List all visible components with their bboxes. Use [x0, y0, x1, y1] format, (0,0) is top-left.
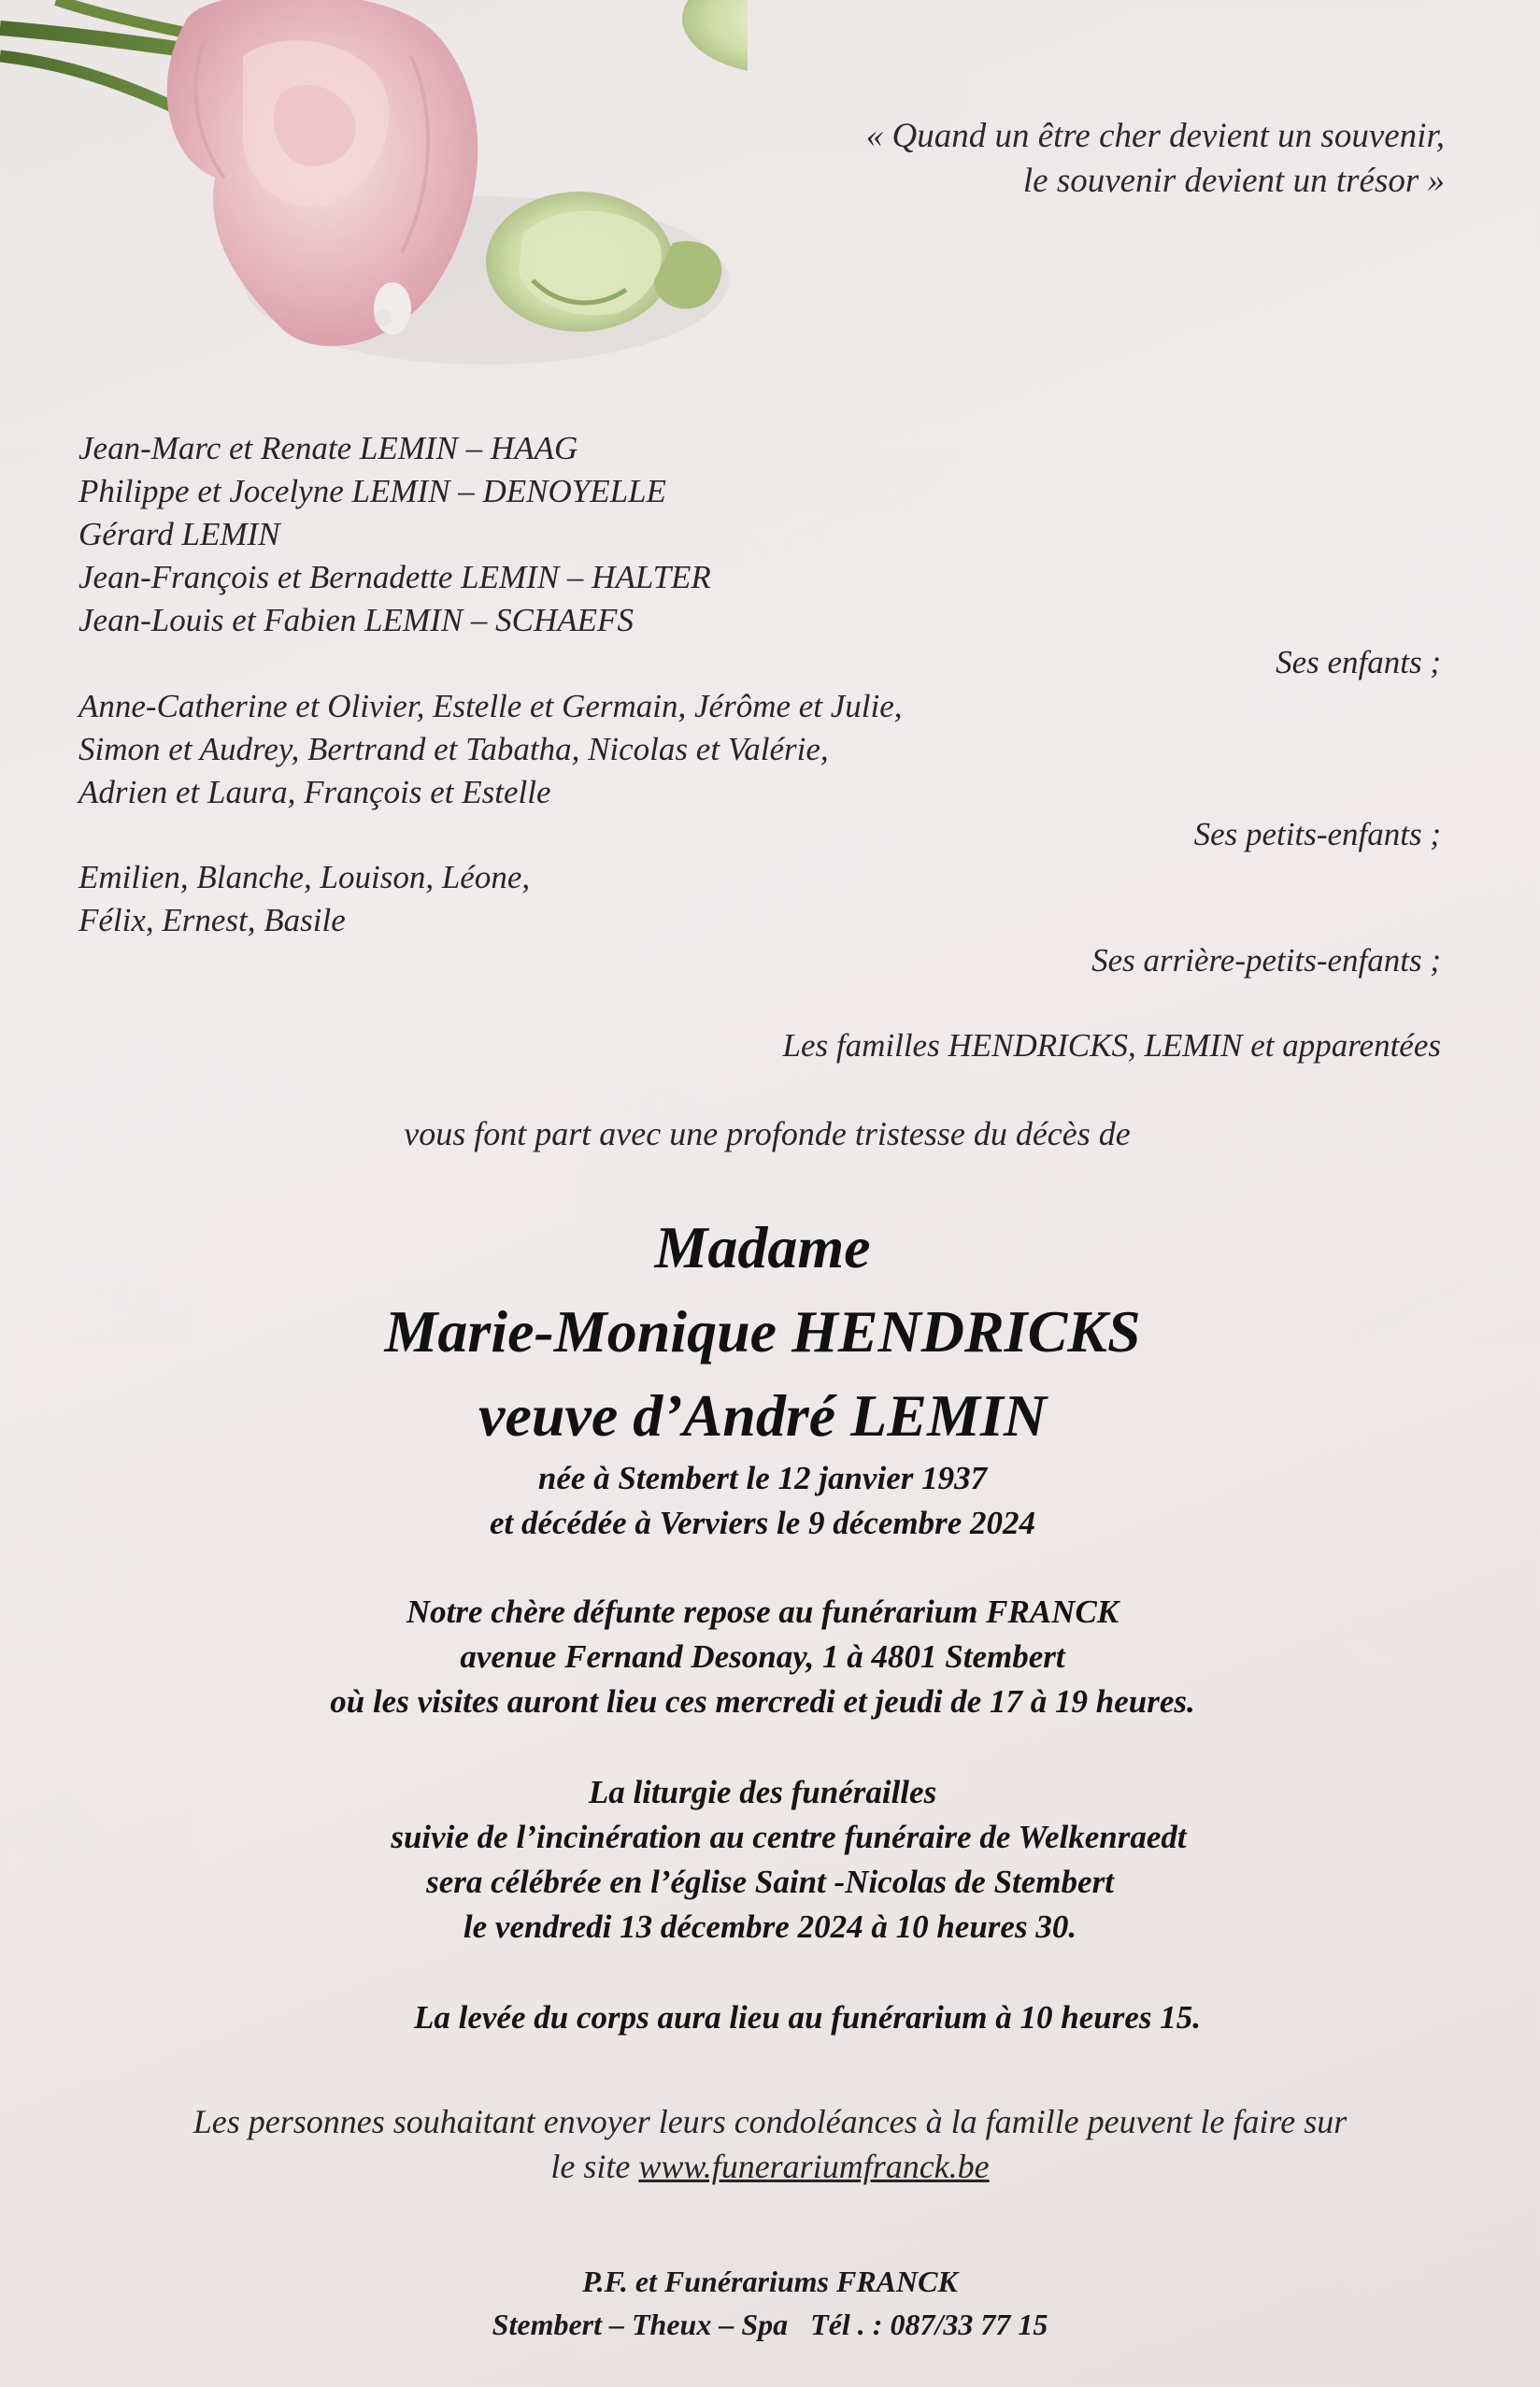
child-name: Philippe et Jocelyne LEMIN – DENOYELLE: [78, 473, 666, 509]
deceased-title: Madame: [654, 1214, 871, 1280]
quote-line-2: le souvenir devient un trésor »: [1022, 162, 1445, 200]
quote-line-1: « Quand un être cher devient un souvenir,: [865, 117, 1445, 155]
footer-company: P.F. et Funérariums FRANCK: [582, 2265, 958, 2298]
funeral-home-website-link[interactable]: www.funerariumfranck.be: [638, 2148, 990, 2185]
death-date-line: et décédée à Verviers le 9 décembre 2024: [489, 1505, 1036, 1541]
visitation-line: Notre chère défunte repose au funérarium FRANCK: [406, 1594, 1119, 1630]
grandchildren-line: Simon et Audrey, Bertrand et Tabatha, Nicolas et Valérie,: [78, 731, 829, 767]
deceased-widow-of: veuve d’André LEMIN: [478, 1382, 1047, 1449]
liturgy-line: le vendredi 13 décembre 2024 à 10 heures 30.: [463, 1908, 1077, 1945]
great-grandchildren-label: Ses arrière-petits-enfants ;: [1091, 942, 1441, 979]
liturgy-line: sera célébrée en l’église Saint -Nicolas de Stembert: [426, 1864, 1114, 1900]
grandchildren-label: Ses petits-enfants ;: [1193, 816, 1441, 852]
levee-line: La levée du corps aura lieu au funérarium à 10 heures 15.: [414, 1999, 1201, 2036]
condolences-site-line: [0, 2144, 1540, 2189]
condolences-line: Les personnes souhaitant envoyer leurs condoléances à la famille peuvent le faire sur: [192, 2103, 1348, 2140]
child-name: Jean-François et Bernadette LEMIN – HALTER: [78, 559, 711, 595]
children-label: Ses enfants ;: [1276, 644, 1441, 680]
liturgy-line: suivie de l’incinération au centre funéraire de Welkenraedt: [391, 1819, 1187, 1855]
footer-locations: Stembert – Theux – Spa: [492, 2308, 789, 2341]
visitation-line: avenue Fernand Desonay, 1 à 4801 Stembert: [460, 1638, 1065, 1675]
birth-date-line: née à Stembert le 12 janvier 1937: [537, 1460, 988, 1496]
child-name: Jean-Louis et Fabien LEMIN – SCHAEFS: [78, 602, 634, 638]
condolences-prefix: le site: [550, 2148, 639, 2185]
child-name: Jean-Marc et Renate LEMIN – HAAG: [78, 430, 578, 466]
liturgy-line: La liturgie des funérailles: [588, 1774, 937, 1810]
flower-bouquet-image: [0, 0, 748, 393]
great-grandchildren-list: [78, 856, 530, 942]
footer-phone: Tél . : 087/33 77 15: [810, 2308, 1048, 2341]
deceased-name: Marie-Monique HENDRICKS: [384, 1298, 1141, 1365]
children-list: [78, 427, 711, 642]
opening-quote: [866, 114, 1445, 204]
great-grandchildren-line: Emilien, Blanche, Louison, Léone,: [78, 859, 531, 895]
grandchildren-line: Adrien et Laura, François et Estelle: [78, 774, 551, 810]
great-grandchildren-line: Félix, Ernest, Basile: [78, 902, 346, 938]
grandchildren-line: Anne-Catherine et Olivier, Estelle et Germain, Jérôme et Julie,: [78, 688, 903, 724]
child-name: Gérard LEMIN: [78, 516, 280, 552]
grandchildren-list: [78, 685, 903, 814]
announcement-intro: vous font part avec une profonde tristesse du décès de: [404, 1115, 1131, 1152]
visitation-line: où les visites auront lieu ces mercredi et jeudi de 17 à 19 heures.: [330, 1683, 1195, 1720]
footer-contact: [0, 2303, 1540, 2346]
families-line: Les familles HENDRICKS, LEMIN et apparentées: [782, 1027, 1441, 1064]
